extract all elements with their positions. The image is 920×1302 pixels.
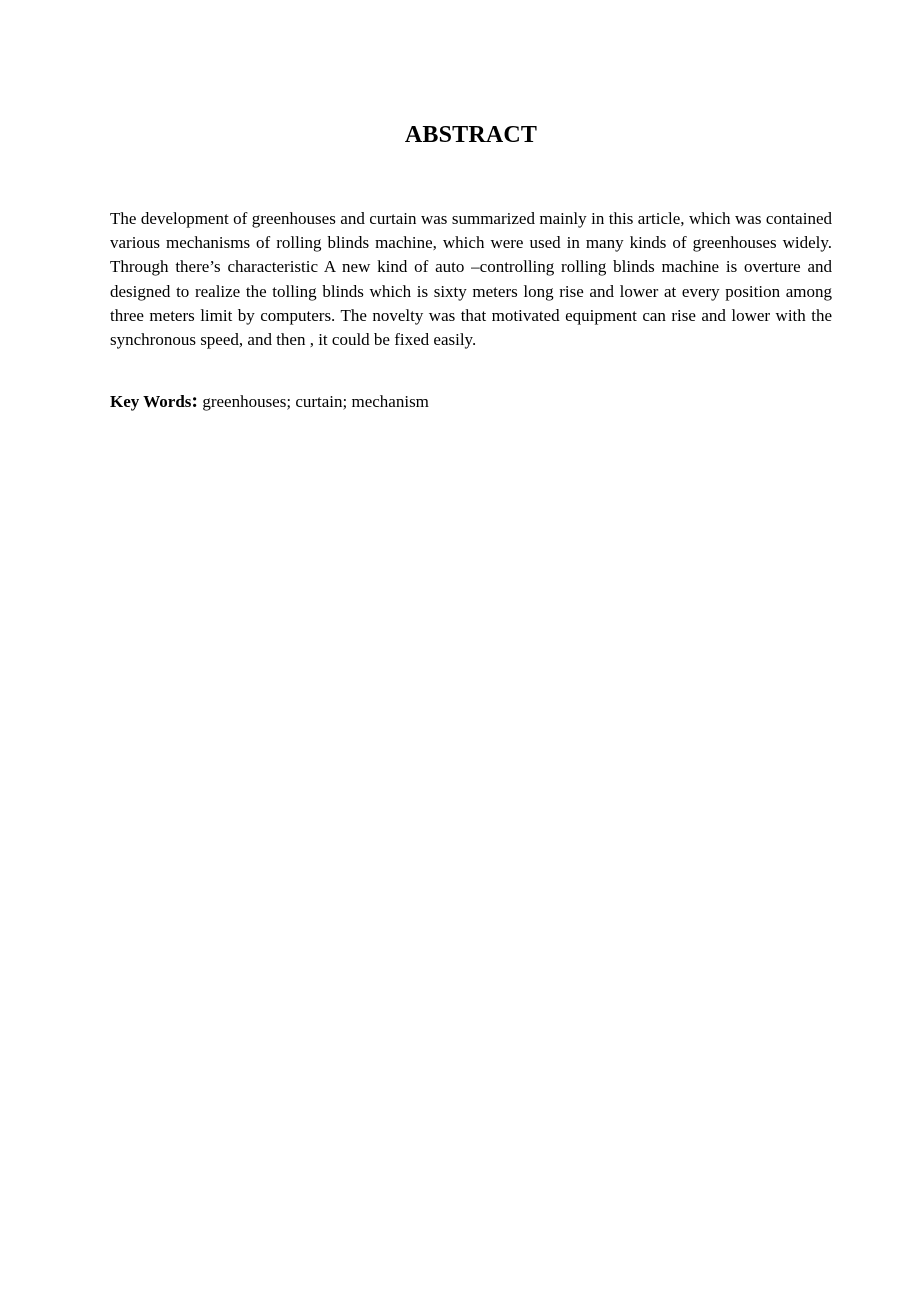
abstract-title: ABSTRACT [404,122,538,148]
keywords-list: greenhouses; curtain; mechanism [198,392,429,411]
keywords-line [110,389,832,414]
keywords-colon: : [191,390,199,412]
abstract-paragraph: The development of greenhouses and curtain was summarized mainly in this article, which was contained various mechanisms of rolling blinds machine, which were used in many kinds of greenhouses widely. Through there’s characteristic A new kind of auto –controlling rolling blinds machine is overture and designed to realize the tolling blinds which is sixty meters long rise and lower at every position among three meters limit by computers. The novelty was that motivated equipment can rise and lower with the synchronous speed, and then , it could be fixed easily. [110,209,832,350]
keywords-label: Key Words [110,392,192,411]
